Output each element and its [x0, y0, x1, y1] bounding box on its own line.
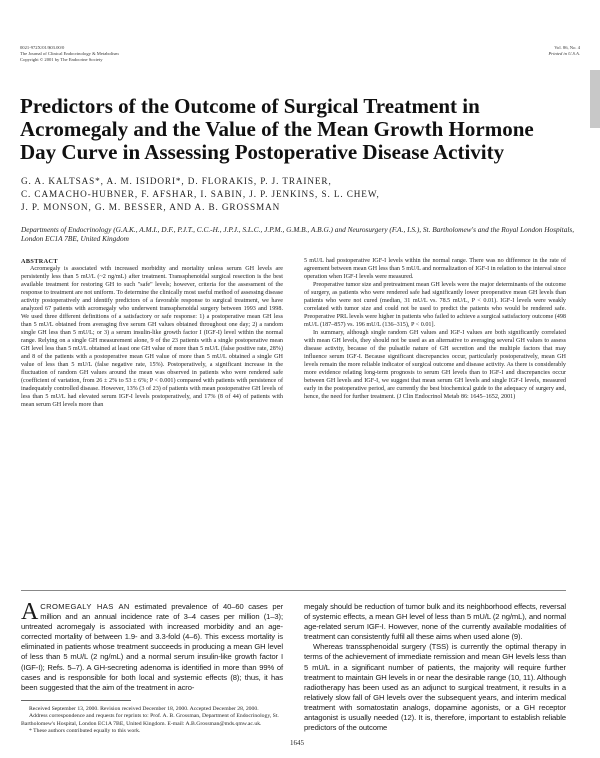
volume-issue: Vol. 86, No. 4	[554, 45, 580, 50]
intro-text: estimated prevalence of 40–60 cases per million and an annual incidence rate of 3–4 cases per million (1–3); untreated acromegaly is associated with increased morbidity and an age-corrected mortality of between 1.9- and 3.3-fold (4–6). This excess mortality is eliminated in patients whose treatment succeeds in producing a mean GH level of less than 5 mU/L (2 ng/mL) and a normal serum insulin-like growth factor I (IGF-I); Refs. 5–7). A GH-secreting adenoma is identified in more than 99% of cases and is responsible for both local and systemic effects (8); thus, it has been suggested that the aim of the treatment in acro-	[21, 602, 284, 692]
footnotes	[21, 706, 283, 735]
page-number: 1645	[290, 739, 304, 747]
section-tab	[590, 70, 600, 128]
author-line: C. CAMACHO-HUBNER, F. AFSHAR, I. SABIN, J. P. JENKINS, S. L. CHEW,	[21, 189, 380, 199]
body-right-column	[304, 602, 566, 733]
abstract-left-column	[21, 258, 283, 410]
abstract-divider	[21, 590, 566, 591]
footnote-address: Address correspondence and requests for reprints to: Prof. A. B. Grossman, Department of Endocrinology, St. Bartholomew's Hospital, London EC1A 7BE, United Kingdom. E-mail: A.B.Grossman@mds.qmw.ac.uk.	[21, 713, 279, 727]
abstract-paragraph: 5 mU/L had postoperative IGF-I levels within the normal range. There was no difference in the rate of agreement between mean GH less than 5 mU/L and normalization of IGF-I in relation to the interval since operation when IGF-I levels were measured.	[304, 258, 566, 280]
issn: 0021-972X/01/$03.00/0	[20, 45, 65, 50]
abstract-paragraph: Acromegaly is associated with increased morbidity and mortality unless serum GH levels are persistently less than 5 mU/L (~2 ng/mL) after treatment. Transsphenoidal surgical resection is the best available treatment for restoring GH to such "safe" levels; however, criteria for the assessment of the response to treatment are not uniform. To determine the clinically most useful method of assessing disease activity postoperatively and identify predictors of a favorable response to surgical treatment, we have analyzed 67 patients with acromegaly who underwent transsphenoidal surgery between 1993 and 1998. We used three different definitions of a satisfactory or safe response: 1) a postoperative mean GH less than 5 mU/L obtained from averaging five serum GH values obtained throughout one day; 2) a random single GH less than 5 mU/L; or 3) a serum insulin-like growth factor I (IGF-I) level within the normal range. Relying on a single GH measurement alone, 9 of the 23 patients with a single postoperative mean GH level less than 5 mU/L obtained at least one GH value of more than 5 mU/L (false positive rate, 28%) and 8 of the patients with a postoperative mean GH value of more than 5 mU/L obtained a single GH value of less than 5 mU/L (false negative rate, 15%). Postoperatively, a significant increase in the fluctuation of random GH values around the mean was observed in patients who were rendered safe (coefficient of variation, from 26 ± 2% to 53 ± 6%; P < 0.001) compared with patients with persistence of inadequately controlled disease. However, 13% (3 of 23) of patients with mean postoperative GH levels of less than 5 mU/L had elevated serum IGF-I levels postoperatively, and 17% (8 of 44) of patients with mean serum GH levels more than	[21, 266, 283, 408]
article-title: Predictors of the Outcome of Surgical Treatment in Acromegaly and the Value of the Mean Growth Hormone Day Curve in Assessing Postoperative Disease Activity	[20, 94, 534, 164]
journal-header-left	[20, 45, 119, 63]
body-left-column	[21, 599, 284, 693]
affiliation: Departments of Endocrinology (G.A.K., A.M.I., D.F., P.J.T., C.C.-H., J.P.J., S.L.C., J.P.M., G.M.B., A.B.G.) and Neurosurgery (F.A., I.S.), St. Bartholomew's and the Royal London Hospitals, London EC1A 7BE, United Kingdom	[21, 225, 575, 244]
author-line: G. A. KALTSAS*, A. M. ISIDORI*, D. FLORAKIS, P. J. TRAINER,	[21, 176, 332, 186]
copyright: Copyright © 2001 by The Endocrine Society	[20, 57, 103, 62]
author-line: J. P. MONSON, G. M. BESSER, AND A. B. GROSSMAN	[21, 202, 281, 212]
footnote-divider	[21, 700, 131, 701]
intro-paragraph	[21, 599, 284, 693]
body-paragraph: Whereas transsphenoidal surgery (TSS) is currently the optimal therapy in terms of the achievement of immediate remission and mean GH levels less than 5 mU/L in a significant number of patients, the majority will require further treatment to maintain GH levels in or near the desirable range (10, 11). Although radiotherapy has been used as an adjunct to surgical treatment, it results in a relatively slow fall of GH levels over the subsequent years, and interim medical treatment with somatostatin analogs, dopamine agonists, or a GH receptor antagonist is usually needed (12). It is, therefore, important to establish reliable predictors of the outcome	[304, 642, 566, 733]
journal-name: The Journal of Clinical Endocrinology & Metabolism	[20, 51, 119, 56]
body-paragraph: megaly should be reduction of tumor bulk and its neighborhood effects, reversal of systemic effects, a mean GH level of less than 5 mU/L (2 ng/mL), and normal age-related serum IGF-I. However, none of the currently available modalities of treatment can consistently fulfil all these aims when used alone (9).	[304, 602, 566, 642]
author-list	[21, 175, 561, 214]
abstract-paragraph: In summary, although single random GH values and IGF-I values are both significantly correlated with mean GH levels, they should not be used as an alternative to averaging several GH values to assess disease activity, because of the pulsatile nature of GH secretion and the multiple factors that may influence serum IGF-I. Because significant discrepancies occur, particularly postoperatively, mean GH levels remain the more reliable indicator of surgical outcome and disease activity. As there is considerably more evidence relating long-term prognosis to serum GH levels than to IGF-I and discrepancies occur between GH levels and IGF-I, we suggest that mean serum GH levels and single IGF-I levels, measured early in the postoperative period, are currently the best biochemical guide to the adequacy of surgery and, hence, the need for further treatment. (J Clin Endocrinol Metab 86: 1645–1652, 2001)	[304, 329, 566, 400]
footnote-received: Received September 13, 2000. Revision received December 18, 2000. Accepted December 28, 2000.	[29, 706, 259, 712]
abstract-right-column	[304, 258, 566, 402]
journal-header-right	[548, 45, 580, 57]
lead-caps: CROMEGALY HAS AN	[40, 602, 130, 611]
footnote-equal-contribution: * These authors contributed equally to this work.	[29, 727, 141, 734]
abstract-heading: ABSTRACT	[21, 258, 58, 265]
printed-in: Printed in U.S.A.	[548, 51, 580, 56]
drop-cap: A	[21, 599, 39, 625]
abstract-paragraph: Preoperative tumor size and pretreatment mean GH levels were the major determinants of the outcome of surgery, as patients who were rendered safe had significantly lower preoperative mean GH levels than patients who were not cured (median, 31 mU/L vs. 78.5 mU/L, P < 0.01). IGF-I levels were weakly correlated with tumor size and could not be used to predict the patients who would be rendered safe. Preoperative PRL levels were higher in patients who failed to achieve a surgical satisfactory outcome (498 mU/L (187–857) vs. 196 mU/L (136–315), P < 0.01].	[304, 281, 566, 328]
